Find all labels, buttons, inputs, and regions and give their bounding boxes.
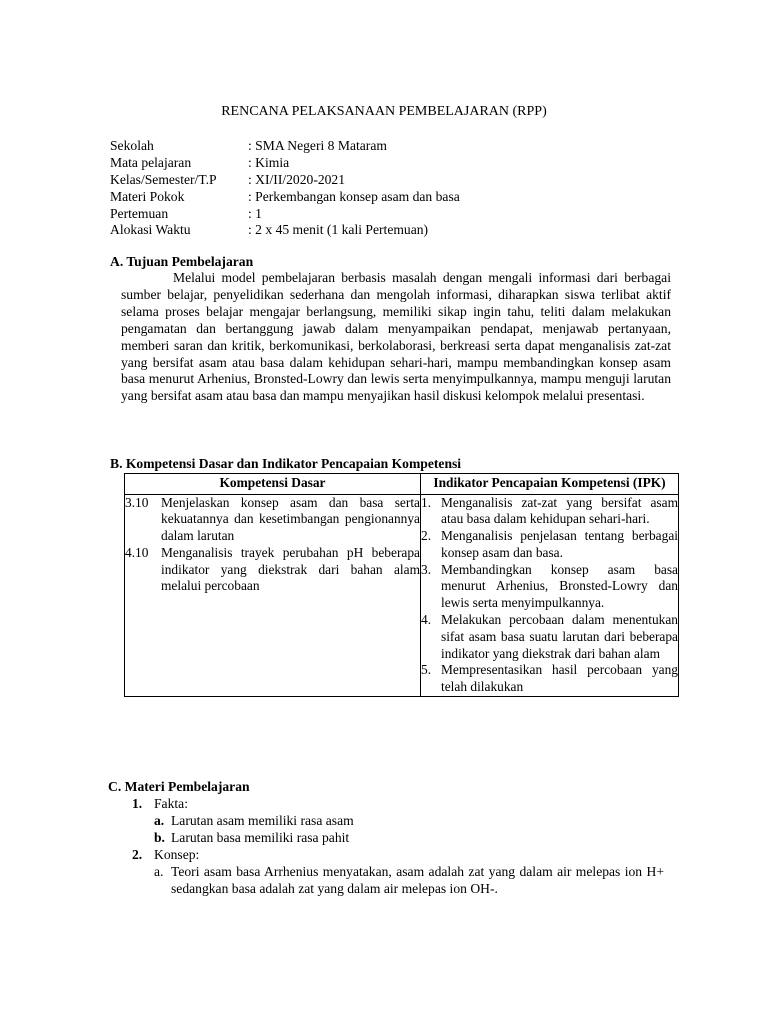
info-row-materi xyxy=(110,189,460,206)
ipk-text: Menganalisis penjelasan tentang berbagai konsep asam dan basa. xyxy=(441,528,678,560)
materi-subitem xyxy=(108,812,664,829)
ipk-text: Mempresentasikan hasil percobaan yang telah dilakukan xyxy=(441,662,678,695)
section-a-heading: A. Tujuan Pembelajaran xyxy=(110,254,254,269)
ipk-text: Melakukan percobaan dalam menentukan sifat asam basa suatu larutan dari beberapa indikator yang diekstrak dari bahan alam xyxy=(441,612,678,661)
ipk-item xyxy=(421,528,678,562)
materi-number: 2. xyxy=(132,847,143,862)
kd-item xyxy=(125,495,420,545)
info-label: Kelas/Semester/T.P xyxy=(110,171,217,187)
info-row-sekolah xyxy=(110,138,460,155)
info-value: : XI/II/2020-2021 xyxy=(248,171,346,187)
ipk-item xyxy=(421,612,678,662)
materi-label: Konsep: xyxy=(154,847,200,862)
ipk-number: 4. xyxy=(421,612,432,628)
kd-number: 3.10 xyxy=(125,494,149,510)
info-value: : SMA Negeri 8 Mataram xyxy=(248,138,387,153)
sub-letter: a. xyxy=(154,813,165,828)
sub-text: Larutan asam memiliki rasa asam xyxy=(171,813,354,828)
table-header-row xyxy=(125,474,679,495)
sub-letter: b. xyxy=(154,830,165,845)
ipk-item xyxy=(421,495,678,529)
ipk-number: 1. xyxy=(421,494,432,510)
ipk-item xyxy=(421,562,678,612)
competency-table xyxy=(124,473,679,697)
kd-number: 4.10 xyxy=(125,544,149,560)
materi-subitem xyxy=(108,829,664,846)
info-row-alokasi xyxy=(110,222,460,239)
ipk-number: 3. xyxy=(421,561,432,577)
info-value: : 1 xyxy=(248,205,262,221)
ipk-text: Menganalisis zat-zat yang bersifat asam atau basa dalam kehidupan sehari-hari. xyxy=(441,494,678,527)
info-label: Mata pelajaran xyxy=(110,154,192,170)
materi-item-konsep xyxy=(108,846,664,863)
ipk-number: 2. xyxy=(421,528,432,544)
info-label: Sekolah xyxy=(110,138,154,153)
kd-text: Menganalisis trayek perubahan pH beberapa indikator yang diekstrak dari bahan alam melalui percobaan xyxy=(161,544,420,594)
section-b-heading: B. Kompetensi Dasar dan Indikator Pencapaian Kompetensi xyxy=(110,456,462,471)
info-row-mapel xyxy=(110,155,460,172)
materi-number: 1. xyxy=(132,796,143,811)
info-value: : 2 x 45 menit (1 kali Pertemuan) xyxy=(248,222,429,238)
materi-item-fakta xyxy=(108,795,664,812)
info-label: Materi Pokok xyxy=(110,188,185,204)
ipk-number: 5. xyxy=(421,662,432,678)
ipk-item xyxy=(421,662,678,696)
kd-item xyxy=(125,545,420,595)
section-c-heading: C. Materi Pembelajaran xyxy=(108,779,250,794)
document-title: RENCANA PELAKSANAAN PEMBELAJARAN (RPP) xyxy=(221,104,547,119)
info-value: : Perkembangan konsep asam dan basa xyxy=(248,188,460,204)
tujuan-text: Melalui model pembelajaran berbasis masalah dengan mengali informasi dari berbagai sumber belajar, penyelidikan sederhana dan mengolah informasi, diharapkan siswa terlibat aktif selama proses belajar mengajar berlangsung, memiliki sikap ingin tahu, teliti dalam melakukan pengamatan dan bertanggung jawab dalam menyampaikan pendapat, menjawab pertanyaan, memberi saran dan kritik, berkomunikasi, berkolaborasi, berkreasi serta dapat menganalisis zat-zat yang bersifat asam atau basa dalam kehidupan sehari-hari, mampu membandingkan konsep asam basa menurut Arhenius, Bronsted-Lowry dan lewis serta menyimpulkannya, mampu menguji larutan yang bersifat asam atau basa dan mampu menyajikan hasil diskusi kelompok melalui presentasi. xyxy=(121,270,671,404)
info-row-kelas xyxy=(110,172,460,189)
kd-cell xyxy=(125,494,421,697)
info-row-pertemuan xyxy=(110,206,460,223)
kd-text: Menjelaskan konsep asam dan basa serta kekuatannya dan kesetimbangan pengionannya dalam larutan xyxy=(161,494,420,544)
info-value: : Kimia xyxy=(248,154,290,170)
materi-label: Fakta: xyxy=(154,796,188,811)
header-ipk: Indikator Pencapaian Kompetensi (IPK) xyxy=(421,474,679,495)
sub-text: Teori asam basa Arrhenius menyatakan, asam adalah zat yang dalam air melepas ion H+ sedangkan basa adalah zat yang dalam air melepas ion OH-. xyxy=(171,864,664,896)
header-kompetensi-dasar: Kompetensi Dasar xyxy=(125,474,421,495)
table-body-row xyxy=(125,494,679,697)
section-a-paragraph xyxy=(121,270,671,405)
sub-text: Larutan basa memiliki rasa pahit xyxy=(171,830,350,845)
ipk-cell xyxy=(421,494,679,697)
materi-subitem xyxy=(108,863,664,897)
section-c xyxy=(108,778,664,897)
info-label: Pertemuan xyxy=(110,205,169,221)
ipk-text: Membandingkan konsep asam basa menurut Arhenius, Bronsted-Lowry dan lewis serta menyimpulkannya. xyxy=(441,561,678,611)
sub-letter: a. xyxy=(154,864,164,879)
info-label: Alokasi Waktu xyxy=(110,222,191,238)
info-block xyxy=(110,138,460,239)
